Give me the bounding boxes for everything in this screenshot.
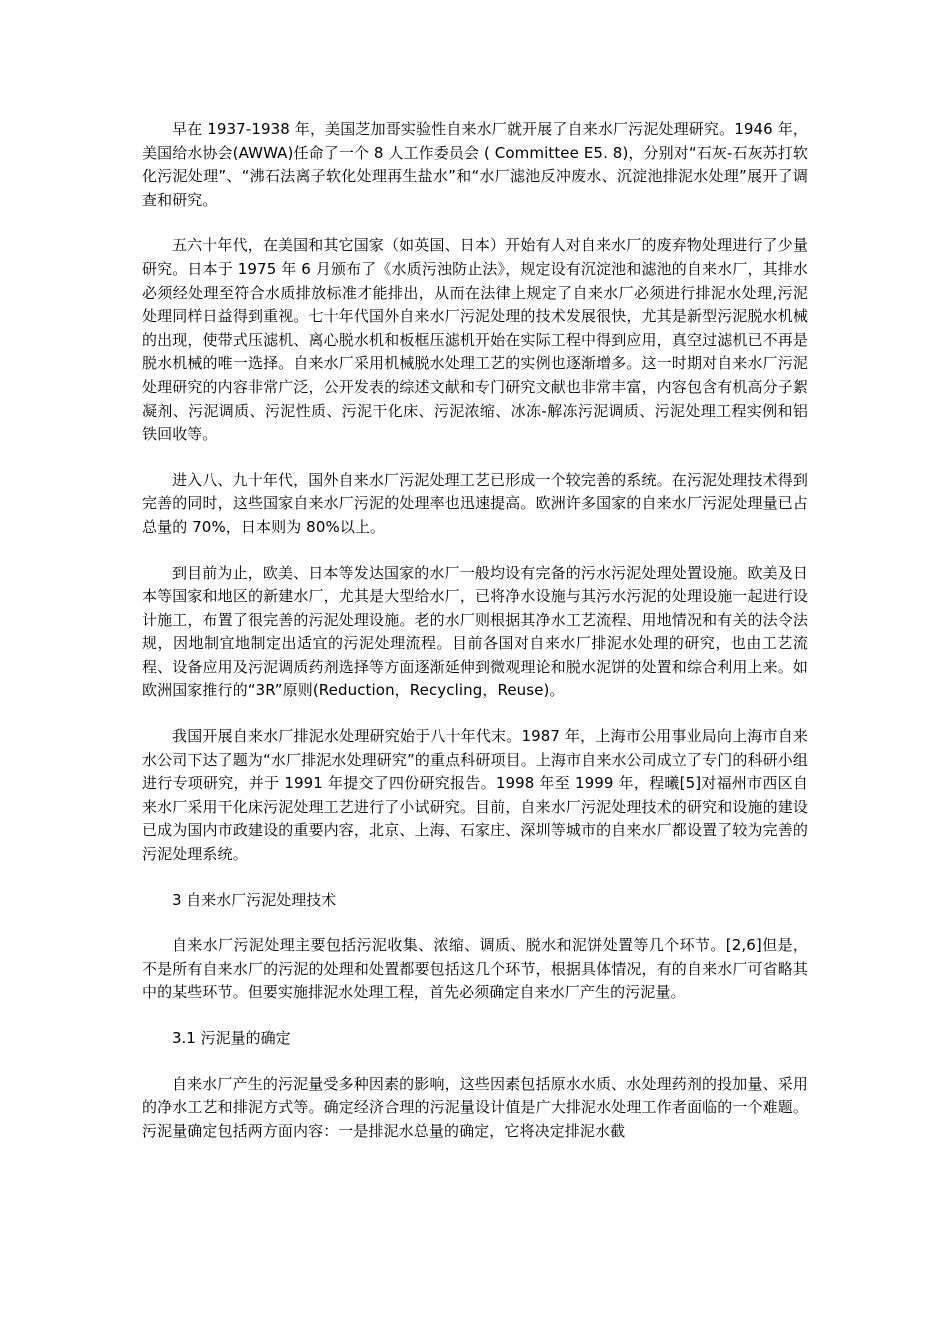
- paragraph-gap: [142, 1005, 808, 1027]
- paragraph-gap: [142, 212, 808, 234]
- document-body: [142, 118, 808, 1143]
- section-heading-3: 3 自来水厂污泥处理技术: [172, 890, 337, 909]
- paragraph-gap: [142, 703, 808, 725]
- paragraph-gap: [142, 540, 808, 562]
- paragraph-section-3-1: 自来水厂产生的污泥量受多种因素的影响，这些因素包括原水水质、水处理药剂的投加量、采用的净水工艺和排泥方式等。确定经济合理的污泥量设计值是广大排泥水处理工作者面临的一个难题。污泥量确定包括两方面内容：一是排泥水总量的确定，它将决定排泥水截: [142, 1074, 808, 1140]
- paragraph-gap: [142, 867, 808, 889]
- paragraph-gap: [142, 447, 808, 469]
- section-heading-3-1: 3.1 污泥量的确定: [172, 1029, 291, 1047]
- paragraph-current-status: 到目前为止，欧美、日本等发达国家的水厂一般均设有完备的污水污泥处理处置设施。欧美及日本等国家和地区的新建水厂，尤其是大型给水厂，已将净水设施与其污水污泥的处理设施一起进行设计施工，布置了很完善的污泥处理设施。老的水厂则根据其净水工艺流程、用地情况和有关的法令法规，因地制宜地制定出适宜的污泥处理流程。目前各国对自来水厂排泥水处理的研究，也由工艺流程、设备应用及污泥调质药剂选择等方面逐渐延伸到微观理论和脱水泥饼的处置和综合利用上来。如欧洲国家推行的“3R”原则(Reduction，Recycling，Reuse)。: [142, 563, 808, 700]
- paragraph-history-1937: 早在 1937-1938 年，美国芝加哥实验性自来水厂就开展了自来水厂污泥处理研究。1946 年，美国给水协会(AWWA)任命了一个 8 人工作委员会 ( Committee E5. 8)，分别对“石灰-石灰苏打软化污泥处理”、“沸石法离子软化处理再生盐水”和“水厂滤池反冲废水、沉淀池排泥水处理”展开了调查和研究。: [142, 120, 808, 209]
- paragraph-china-research: 我国开展自来水厂排泥水处理研究始于八十年代末。1987 年，上海市公用事业局向上海市自来水公司下达了题为“水厂排泥水处理研究”的重点科研项目。上海市自来水公司成立了专门的科研小组进行专项研究，并于 1991 年提交了四份研究报告。1998 年至 1999 年，程曦[5]对福州市西区自来水厂采用干化床污泥处理工艺进行了小试研究。目前，自来水厂污泥处理技术的研究和设施的建设已成为国内市政建设的重要内容，北京、上海、石家庄、深圳等城市的自来水厂都设置了较为完善的污泥处理系统。: [142, 727, 808, 864]
- paragraph-gap: [142, 1051, 808, 1073]
- paragraph-section-3: 自来水厂污泥处理主要包括污泥收集、浓缩、调质、脱水和泥饼处置等几个环节。[2,6]但是，不是所有自来水厂的污泥的处理和处置都要包括这几个环节，根据具体情况，有的自来水厂可省略其中的某些环节。但要实施排泥水处理工程，首先必须确定自来水厂产生的污泥量。: [142, 936, 808, 1002]
- paragraph-gap: [142, 912, 808, 934]
- paragraph-eighties-nineties: 进入八、九十年代，国外自来水厂污泥处理工艺已形成一个较完善的系统。在污泥处理技术得到完善的同时，这些国家自来水厂污泥的处理率也迅速提高。欧洲许多国家的自来水厂污泥处理量已占总量的 70%，日本则为 80%以上。: [142, 470, 808, 536]
- paragraph-fifties-sixties: 五六十年代，在美国和其它国家（如英国、日本）开始有人对自来水厂的废弃物处理进行了少量研究。日本于 1975 年 6 月颁布了《水质污浊防止法》，规定设有沉淀池和滤池的自来水厂，其排水必须经处理至符合水质排放标准才能排出，从而在法律上规定了自来水厂必须进行排泥水处理,污泥处理同样日益得到重视。七十年代国外自来水厂污泥处理的技术发展很快，尤其是新型污泥脱水机械的出现，使带式压滤机、离心脱水机和板框压滤机开始在实际工程中得到应用，真空过滤机已不再是脱水机械的唯一选择。自来水厂采用机械脱水处理工艺的实例也逐渐增多。这一时期对自来水厂污泥处理研究的内容非常广泛，公开发表的综述文献和专门研究文献也非常丰富，内容包含有机高分子絮凝剂、污泥调质、污泥性质、污泥干化床、污泥浓缩、冰冻-解冻污泥调质、污泥处理工程实例和铝铁回收等。: [142, 236, 808, 444]
